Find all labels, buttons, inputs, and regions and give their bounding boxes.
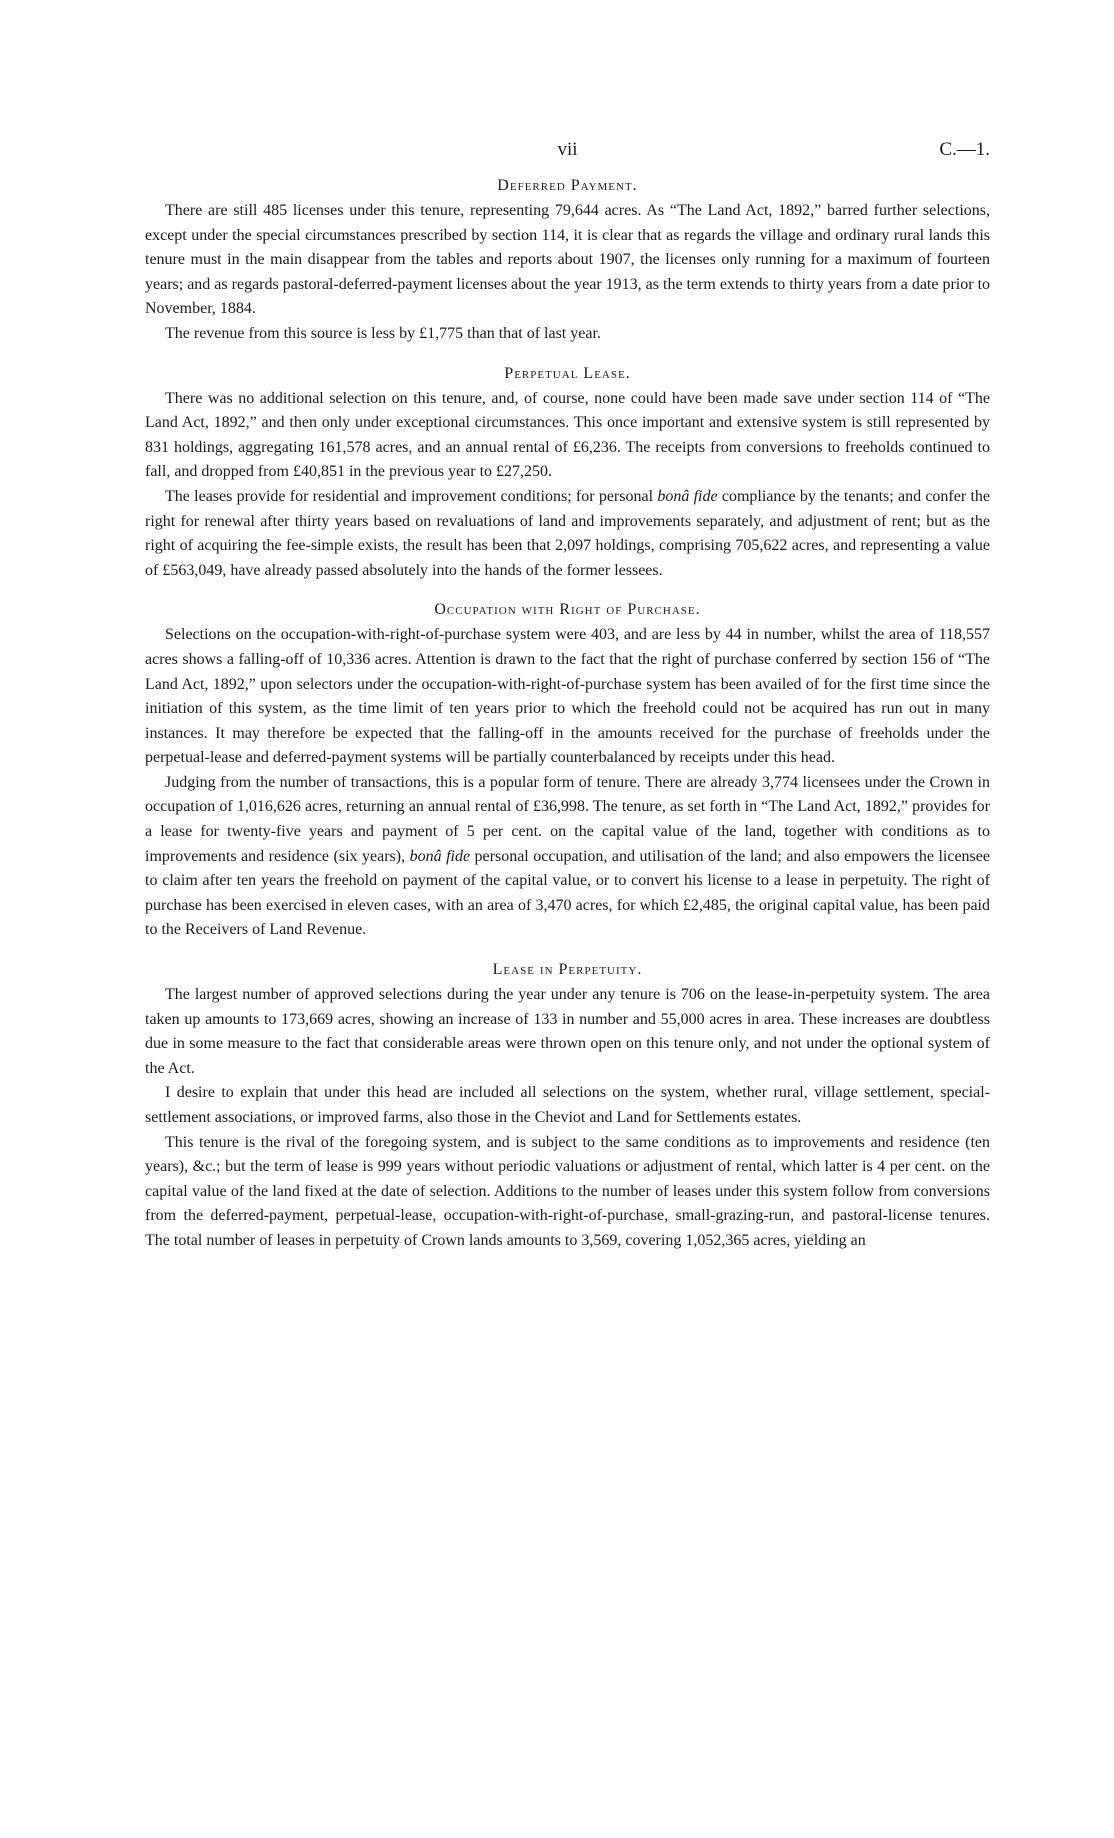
latin-phrase: bonâ fide xyxy=(657,487,718,505)
latin-phrase: bonâ fide xyxy=(409,847,471,865)
section-heading: Lease in Perpetuity. xyxy=(492,961,643,979)
paragraph: There was no additional selection on this tenure, and, of course, none could have been made save under section 114 of “The Land Act, 1892,” and then only under exceptional circumstances. This once important and extensive system is still represented by 831 holdings, aggregating 161,578 acres, and an annual rental of £6,236. The receipts from conversions to freeholds continued to fall, and dropped from £40,851 in the previous year to £27,250. xyxy=(145,389,990,481)
paragraph: There are still 485 licenses under this tenure, representing 79,644 acres. As “The Land Act, 1892,” barred further selections, except under the special circumstances prescribed by section 114, it is clear that as regards the village and ordinary rural lands this tenure must in the main disappear from the tables and reports about 1907, the licenses only running for a maximum of fourteen years; and as regards pastoral-deferred-payment licenses about the year 1913, as the term extends to thirty years from a date prior to November, 1884. xyxy=(145,202,991,318)
section-perpetual-lease xyxy=(145,365,990,584)
paragraph: The largest number of approved selections during the year under any tenure is 706 on the lease-in-perpetuity system. The area taken up amounts to 173,669 acres, showing an increase of 133 in number and 55,000 acres in area. These increases are doubtless due in some measure to the fact that considerable areas were thrown open on this tenure only, and not under the optional system of the Act. xyxy=(145,986,990,1077)
paragraph: Selections on the occupation-with-right-of-purchase system were 403, and are less by 44 in number, whilst the area of 118,557 acres shows a falling-off of 10,336 acres. Attention is drawn to the fact that the right of purchase conferred by section 156 of “The Land Act, 1892,” upon selectors under the occupation-with-right-of-purchase system has been availed of for the first time since the initiation of this system, as the time limit of ten years prior to which the freehold could not be acquired has run out in many instances. It may therefore be expected that the falling-off in the amounts received for the purchase of freeholds under the perpetual-lease and deferred-payment systems will be partially counterbalanced by receipts under this head. xyxy=(145,626,990,767)
document-page xyxy=(145,133,990,1272)
paragraph: The leases provide for residential and improvement conditions; for personal bonâ fide compliance by the tenants; and confer the right for renewal after thirty years based on revaluations of land and improvements separately, and adjustment of rent; but as the right of acquiring the fee-simple exists, the result has been that 2,097 holdings, comprising 705,622 acres, and representing a value of £563,049, have already passed absolutely into the hands of the former lessees. xyxy=(145,487,991,579)
paragraph: I desire to explain that under this head are included all selections on the system, whether rural, village settlement, special-settlement associations, or improved farms, also those in the Cheviot and Land for Settlements estates. xyxy=(145,1084,990,1126)
section-heading: Perpetual Lease. xyxy=(504,364,631,382)
page-header xyxy=(145,133,990,163)
section-heading: Deferred Payment. xyxy=(497,177,638,194)
page-reference: C.—1. xyxy=(939,139,990,160)
section-occupation-right-of-purchase xyxy=(145,601,990,943)
section-deferred-payment xyxy=(145,177,990,347)
paragraph: Judging from the number of transactions, this is a popular form of tenure. There are already 3,774 licensees under the Crown in occupation of 1,016,626 acres, returning an annual rental of £36,998. The tenure, as set forth in “The Land Act, 1892,” provides for a lease for twenty-five years and payment of 5 per cent. on the capital value of the land, together with conditions as to improvements and residence (six years), bonâ fide personal occupation, and utilisation of the land; and also empowers the licensee to claim after ten years the freehold on payment of the capital value, or to convert his license to a lease in perpetuity. The right of purchase has been exercised in eleven cases, with an area of 3,470 acres, for which £2,485, the original capital value, has been paid to the Receivers of Land Revenue. xyxy=(145,773,990,939)
paragraph: This tenure is the rival of the foregoing system, and is subject to the same conditions as to improvements and residence (ten years), &c.; but the term of lease is 999 years without periodic valuations or adjustment of rental, which latter is 4 per cent. on the capital value of the land fixed at the date of selection. Additions to the number of leases under this system follow from conversions from the deferred-payment, perpetual-lease, occupation-with-right-of-purchase, small-grazing-run, and pastoral-license tenures. The total number of leases in perpetuity of Crown lands amounts to 3,569, covering 1,052,365 acres, yielding an xyxy=(145,1133,990,1249)
section-lease-in-perpetuity xyxy=(145,961,990,1254)
section-heading: Occupation with Right of Purchase. xyxy=(434,601,701,619)
page-number: vii xyxy=(557,139,578,160)
paragraph: The revenue from this source is less by £1,775 than that of last year. xyxy=(165,324,601,342)
